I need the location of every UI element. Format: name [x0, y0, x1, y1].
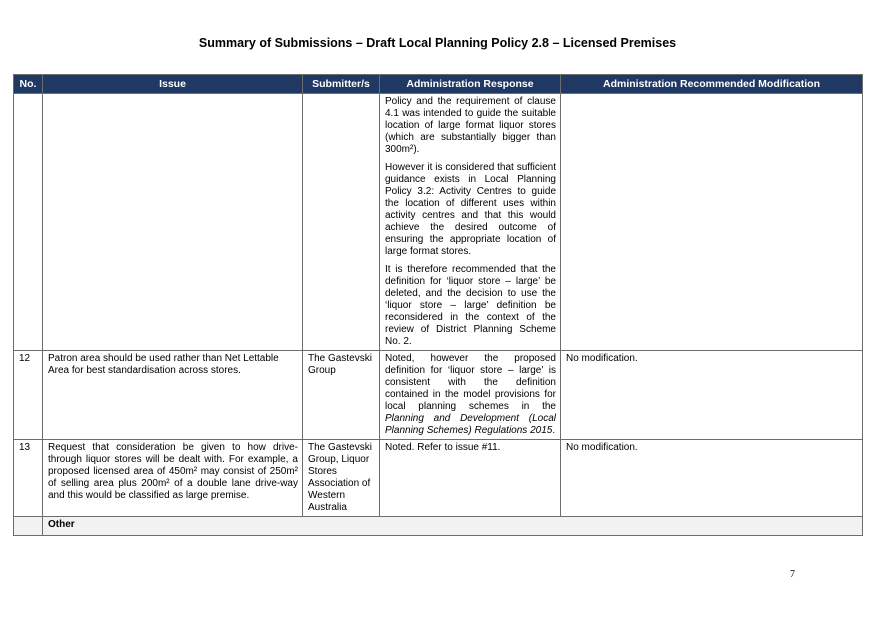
cell-issue: Patron area should be used rather than Net Lettable Area for best standardisation across stores.: [43, 351, 303, 440]
document-title: Summary of Submissions – Draft Local Planning Policy 2.8 – Licensed Premises: [198, 36, 677, 50]
page-number: 7: [790, 569, 795, 580]
table-row-other: [14, 517, 863, 536]
table-row-13: [14, 440, 863, 517]
regulation-title: Planning and Development (Local Planning Schemes) Regulations 2015: [385, 413, 556, 436]
header-modification: Administration Recommended Modification: [561, 75, 863, 94]
submissions-table: [13, 74, 863, 536]
section-label-other: Other: [43, 517, 863, 536]
response-end: .: [552, 425, 556, 436]
table-row-12: [14, 351, 863, 440]
cell-submitter: [303, 94, 380, 351]
response-paragraph: Policy and the requirement of clause 4.1 was intended to guide the suitable location of large format liquor stores (which are substantially bigger than 300m²).: [385, 96, 556, 155]
table-header-row: [14, 75, 863, 94]
cell-modification: No modification.: [561, 440, 863, 517]
header-submitter: Submitter/s: [303, 75, 380, 94]
cell-issue: [43, 94, 303, 351]
response-text: Noted, however the proposed definition for ‘liquor store – large’ is consistent with the definition contained in the model provisions for local planning schemes in the: [385, 353, 556, 412]
cell-submitter: The Gastevski Group, Liquor Stores Association of Western Australia: [303, 440, 380, 517]
cell-no: 13: [14, 440, 43, 517]
cell-no: [14, 517, 43, 536]
response-paragraph: It is therefore recommended that the definition for ‘liquor store – large’ be deleted, and the decision to use the ‘liquor store – large’ definition be reconsidered in the context of the review of District Planning Scheme No. 2.: [385, 264, 556, 347]
cell-modification: No modification.: [561, 351, 863, 440]
cell-no: [14, 94, 43, 351]
cell-submitter: The Gastevski Group: [303, 351, 380, 440]
header-no: No.: [14, 75, 43, 94]
header-issue: Issue: [43, 75, 303, 94]
table-row-continued: [14, 94, 863, 351]
header-response: Administration Response: [380, 75, 561, 94]
cell-response: [380, 94, 561, 351]
response-paragraph: However it is considered that sufficient guidance exists in Local Planning Policy 3.2: Activity Centres to guide the location of different uses within activity centres and that this would achieve the desired outcome of ensuring the appropriate location of large format stores.: [385, 162, 556, 257]
cell-no: 12: [14, 351, 43, 440]
cell-response: [380, 351, 561, 440]
cell-modification: [561, 94, 863, 351]
cell-response: Noted. Refer to issue #11.: [380, 440, 561, 517]
cell-issue: Request that consideration be given to how drive-through liquor stores will be dealt with. For example, a proposed licensed area of 450m² may consist of 250m² of selling area plus 200m² of a double lane drive-way and this would be classified as large premise.: [43, 440, 303, 517]
